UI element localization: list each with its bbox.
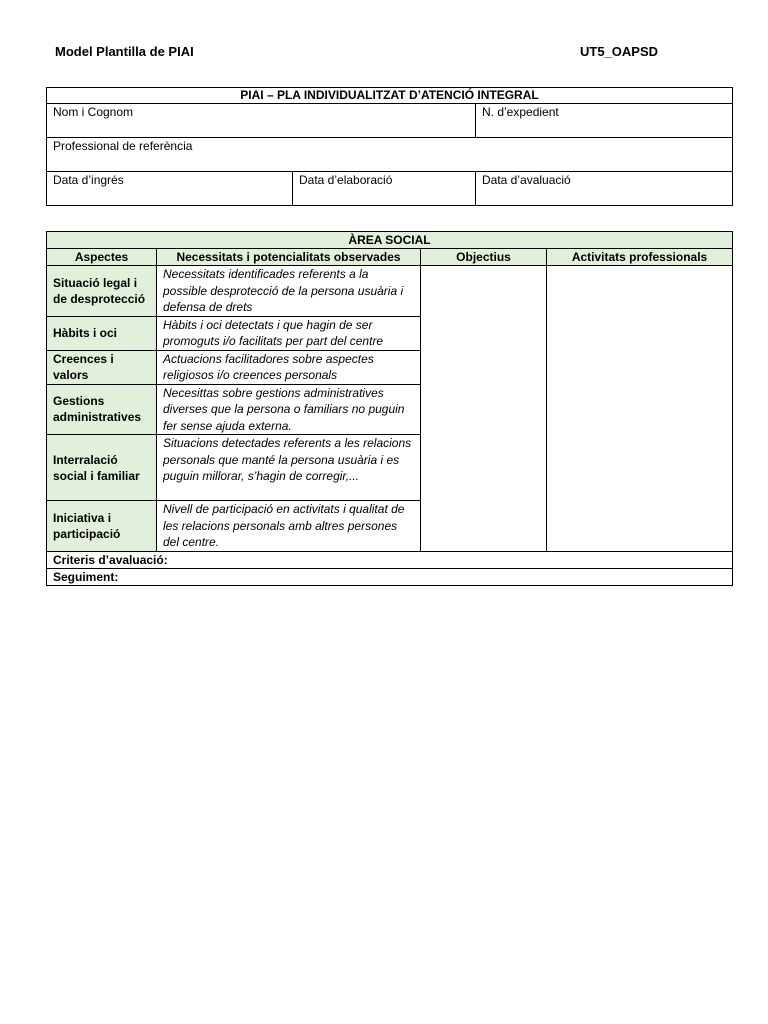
need-creences-valors: Actuacions facilitadores sobre aspectes religiosos i/o creences personals	[157, 350, 421, 384]
aspect-situacio-legal: Situació legal i de desprotecció	[47, 266, 157, 317]
document-code: UT5_OAPSD	[580, 44, 659, 59]
activitats-professionals-field[interactable]	[547, 266, 733, 552]
area-social-title: ÀREA SOCIAL	[47, 232, 733, 249]
expedient-field[interactable]: N. d’expedient	[476, 104, 733, 138]
need-interrelacio-social: Situacions detectades referents a les relacions personals que manté la persona usuària i es puguin millorar, s’hagin de corregir,...	[157, 435, 421, 501]
piai-identification-table	[46, 87, 733, 206]
column-header-aspectes: Aspectes	[47, 249, 157, 266]
aspect-gestions-administratives: Gestions administratives	[47, 384, 157, 435]
aspect-creences-valors: Creences i valors	[47, 350, 157, 384]
aspect-interrelacio-social: Interralació social i familiar	[47, 435, 157, 501]
document-title: Model Plantilla de PIAI	[55, 44, 194, 59]
professional-referencia-field[interactable]: Professional de referència	[47, 138, 733, 172]
criteris-avaluacio-field[interactable]: Criteris d’avaluació:	[47, 551, 733, 568]
data-elaboracio-field[interactable]: Data d’elaboració	[293, 172, 476, 206]
need-gestions-administratives: Necesittas sobre gestions administratives diverses que la persona o familiars no puguin fer sense ajuda externa.	[157, 384, 421, 435]
aspect-iniciativa-participacio: Iniciativa i participació	[47, 501, 157, 552]
need-iniciativa-participacio: Nivell de participació en activitats i qualitat de les relacions personals amb altres persones del centre.	[157, 501, 421, 552]
data-avaluacio-field[interactable]: Data d’avaluació	[476, 172, 733, 206]
nom-cognom-field[interactable]: Nom i Cognom	[47, 104, 476, 138]
area-social-table	[46, 231, 733, 586]
column-header-objectius: Objectius	[421, 249, 547, 266]
data-ingres-field[interactable]: Data d’ingrés	[47, 172, 293, 206]
seguiment-field[interactable]: Seguiment:	[47, 568, 733, 585]
objectius-field[interactable]	[421, 266, 547, 552]
aspect-habits-oci: Hàbits i oci	[47, 316, 157, 350]
need-habits-oci: Hàbits i oci detectats i que hagin de ser promoguts i/o facilitats per part del centre	[157, 316, 421, 350]
need-situacio-legal: Necessitats identificades referents a la possible desprotecció de la persona usuària i defensa de drets	[157, 266, 421, 317]
piai-title: PIAI – PLA INDIVIDUALITZAT D’ATENCIÓ INTEGRAL	[47, 88, 733, 104]
column-header-necessitats: Necessitats i potencialitats observades	[157, 249, 421, 266]
column-header-activitats: Activitats professionals	[547, 249, 733, 266]
